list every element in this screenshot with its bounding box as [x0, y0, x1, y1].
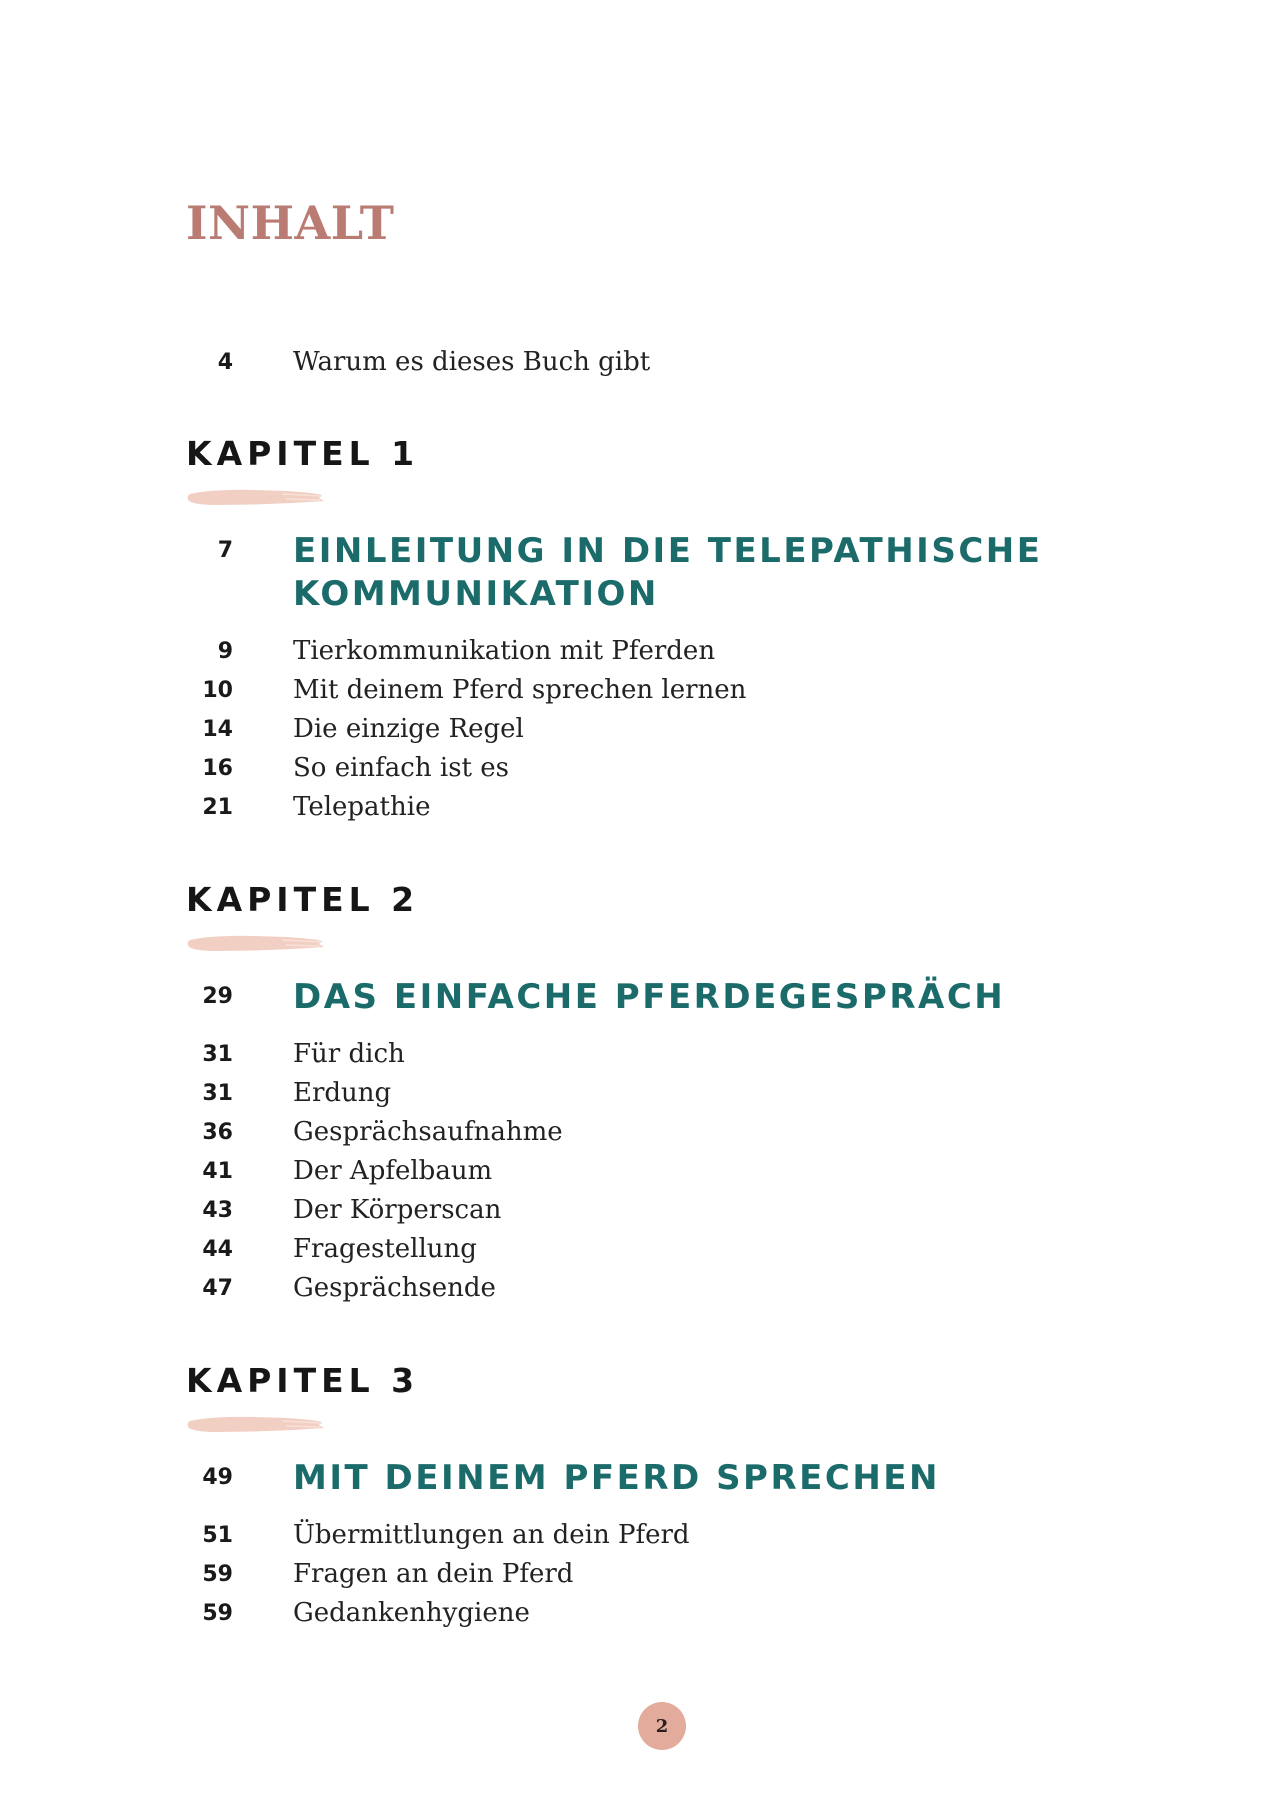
page-number: 44 — [202, 1236, 233, 1262]
toc-entry[interactable] — [150, 670, 746, 710]
toc-entry[interactable] — [150, 748, 509, 788]
toc-entry[interactable] — [150, 1554, 573, 1594]
entry-label: Der Körperscan — [293, 1195, 502, 1225]
entry-label: So einfach ist es — [293, 753, 509, 783]
page-number: 41 — [202, 1158, 233, 1184]
toc-entry-intro[interactable] — [150, 342, 650, 382]
chapter-2-heading[interactable] — [150, 976, 1053, 1019]
entry-label: Telepathie — [293, 792, 431, 822]
page-number-badge: 2 — [638, 1702, 686, 1750]
entry-label: Für dich — [293, 1039, 405, 1069]
chapter-2-label: KAPITEL 2 — [186, 880, 420, 919]
page-number: 59 — [202, 1561, 233, 1587]
entry-label: Fragestellung — [293, 1234, 477, 1264]
entry-label: Fragen an dein Pferd — [293, 1559, 574, 1589]
chapter-title: MIT DEINEM PFERD SPRECHEN — [293, 1458, 940, 1498]
chapter-title: DAS EINFACHE PFERDEGESPRÄCH — [293, 977, 1006, 1017]
toc-entry[interactable] — [150, 1593, 530, 1633]
entry-label: Gedankenhygiene — [293, 1598, 530, 1628]
page-number: 59 — [202, 1600, 233, 1626]
toc-entry[interactable] — [150, 631, 715, 671]
toc-entry[interactable] — [150, 1268, 496, 1308]
entry-label: Erdung — [293, 1078, 392, 1108]
toc-entry[interactable] — [150, 1151, 492, 1191]
chapter-1-heading[interactable] — [150, 530, 1053, 616]
entry-label: Der Apfelbaum — [293, 1156, 493, 1186]
page-number: 31 — [202, 1041, 233, 1067]
entry-label: Mit deinem Pferd sprechen lernen — [293, 675, 747, 705]
toc-entry[interactable] — [150, 1073, 391, 1113]
page-number: 10 — [202, 677, 233, 703]
toc-entry[interactable] — [150, 1190, 501, 1230]
toc-entry[interactable] — [150, 787, 430, 827]
entry-label: Die einzige Regel — [293, 714, 524, 744]
chapter-3-label: KAPITEL 3 — [186, 1361, 420, 1400]
page-number: 4 — [217, 349, 233, 375]
toc-entry[interactable] — [150, 1034, 405, 1074]
toc-entry[interactable] — [150, 709, 524, 749]
toc-entry[interactable] — [150, 1229, 477, 1269]
page-title: INHALT — [186, 196, 395, 250]
brush-stroke-decoration — [186, 1411, 326, 1437]
page-number: 14 — [202, 716, 233, 742]
page-number: 51 — [202, 1522, 233, 1548]
page-number: 9 — [217, 638, 233, 664]
brush-stroke-decoration — [186, 930, 326, 956]
page-number: 43 — [202, 1197, 233, 1223]
toc-entry[interactable] — [150, 1515, 690, 1555]
entry-label: Warum es dieses Buch gibt — [293, 347, 651, 377]
page-number: 7 — [217, 538, 233, 563]
entry-label: Übermittlungen an dein Pferd — [293, 1520, 690, 1550]
page-number: 49 — [202, 1465, 233, 1490]
chapter-title: EINLEITUNG IN DIE TELEPATHISCHE KOMMUNIKATION — [293, 531, 1043, 614]
page-number: 31 — [202, 1080, 233, 1106]
brush-stroke-decoration — [186, 484, 326, 510]
page-number: 16 — [202, 755, 233, 781]
page-number: 21 — [202, 794, 233, 820]
page-number: 29 — [202, 984, 233, 1009]
entry-label: Gesprächsaufnahme — [293, 1117, 563, 1147]
chapter-3-heading[interactable] — [150, 1457, 1053, 1500]
toc-entry[interactable] — [150, 1112, 563, 1152]
entry-label: Tierkommunikation mit Pferden — [293, 636, 716, 666]
page-number: 36 — [202, 1119, 233, 1145]
page-number: 47 — [202, 1275, 233, 1301]
entry-label: Gesprächsende — [293, 1273, 496, 1303]
chapter-1-label: KAPITEL 1 — [186, 434, 420, 473]
